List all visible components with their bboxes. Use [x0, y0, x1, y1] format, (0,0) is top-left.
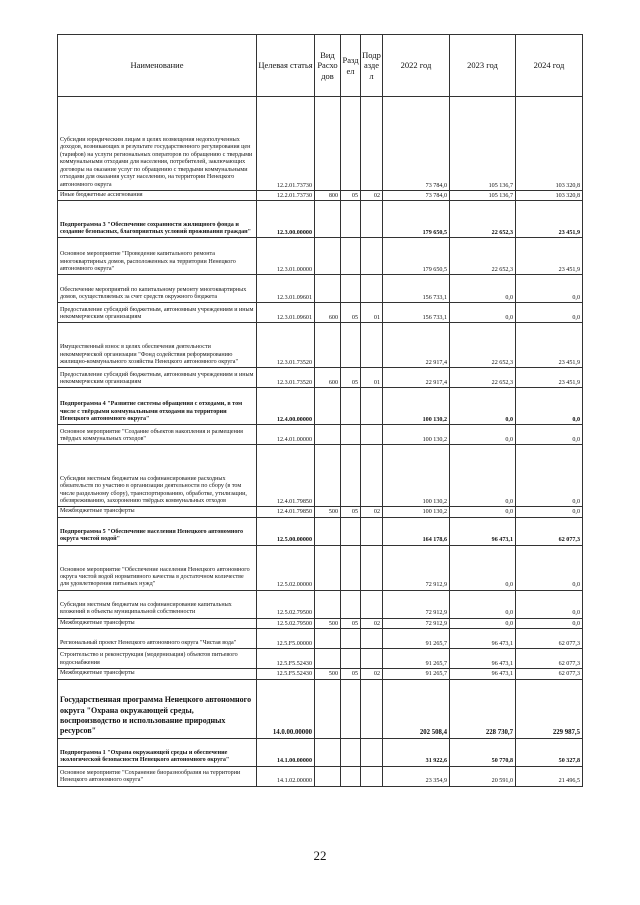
row-rz	[341, 679, 361, 738]
row-pr: 02	[361, 669, 383, 679]
table-row	[58, 323, 583, 368]
row-value-2024: 62 077,3	[516, 517, 583, 545]
header-vr: Вид Расхо дов	[315, 35, 341, 97]
row-code: 12.3.01.73520	[257, 323, 315, 368]
table-row	[58, 590, 583, 618]
table-row	[58, 425, 583, 445]
row-value-2024: 62 077,3	[516, 629, 583, 649]
row-code: 12.3.01.09601	[257, 275, 315, 303]
row-code: 12.5.F5.52430	[257, 669, 315, 679]
row-rz: 05	[341, 368, 361, 388]
row-value-2022: 164 178,6	[383, 517, 450, 545]
row-rz	[341, 629, 361, 649]
row-name: Межбюджетные трансферты	[58, 618, 257, 628]
row-value-2022: 72 912,9	[383, 545, 450, 590]
row-value-2024: 23 451,9	[516, 323, 583, 368]
row-value-2022: 31 922,6	[383, 738, 450, 766]
row-vr: 500	[315, 669, 341, 679]
row-name: Иные бюджетные ассигнования	[58, 191, 257, 201]
row-code: 14.0.00.00000	[257, 679, 315, 738]
row-name: Межбюджетные трансферты	[58, 507, 257, 517]
row-value-2023: 50 770,8	[450, 738, 516, 766]
row-value-2024: 0,0	[516, 445, 583, 507]
row-code: 12.3.00.00000	[257, 201, 315, 238]
row-vr	[315, 766, 341, 786]
table-row	[58, 388, 583, 425]
row-value-2022: 100 130,2	[383, 425, 450, 445]
row-rz	[341, 425, 361, 445]
row-name: Государственная программа Ненецкого автономного округа "Охрана окружающей среды, воспроизводство и использование природных ресурсов"	[58, 679, 257, 738]
table-row	[58, 669, 583, 679]
row-value-2023: 22 652,3	[450, 201, 516, 238]
row-value-2022: 100 130,2	[383, 388, 450, 425]
table-header-row	[58, 35, 583, 97]
row-code: 12.5.F5.52430	[257, 649, 315, 669]
row-value-2023: 105 136,7	[450, 97, 516, 191]
row-pr	[361, 388, 383, 425]
row-pr	[361, 323, 383, 368]
row-rz: 05	[341, 669, 361, 679]
row-value-2023: 0,0	[450, 545, 516, 590]
row-vr	[315, 425, 341, 445]
row-vr: 500	[315, 507, 341, 517]
row-value-2024: 0,0	[516, 275, 583, 303]
row-value-2022: 72 912,9	[383, 618, 450, 628]
row-pr	[361, 425, 383, 445]
row-code: 12.5.02.79500	[257, 618, 315, 628]
row-code: 12.5.02.00000	[257, 545, 315, 590]
row-name: Предоставление субсидий бюджетным, автономным учреждениям и иным некоммерческим организациям	[58, 368, 257, 388]
table-row	[58, 649, 583, 669]
row-value-2022: 156 733,1	[383, 303, 450, 323]
header-code: Целевая статья	[257, 35, 315, 97]
row-pr	[361, 238, 383, 275]
row-vr	[315, 629, 341, 649]
row-code: 12.2.01.73730	[257, 191, 315, 201]
row-value-2023: 22 652,3	[450, 368, 516, 388]
table-row	[58, 303, 583, 323]
row-value-2022: 22 917,4	[383, 368, 450, 388]
row-value-2022: 179 650,5	[383, 238, 450, 275]
row-code: 14.1.02.00000	[257, 766, 315, 786]
row-value-2023: 0,0	[450, 618, 516, 628]
header-rz: Разд ел	[341, 35, 361, 97]
table-row	[58, 507, 583, 517]
row-value-2023: 0,0	[450, 388, 516, 425]
row-pr	[361, 629, 383, 649]
row-code: 12.3.01.73520	[257, 368, 315, 388]
row-pr	[361, 766, 383, 786]
row-pr	[361, 517, 383, 545]
row-value-2024: 21 496,5	[516, 766, 583, 786]
row-vr	[315, 649, 341, 669]
table-row	[58, 766, 583, 786]
row-pr: 01	[361, 368, 383, 388]
row-value-2022: 156 733,1	[383, 275, 450, 303]
row-code: 12.3.01.00000	[257, 238, 315, 275]
row-value-2024: 103 320,8	[516, 97, 583, 191]
row-vr	[315, 679, 341, 738]
budget-table	[57, 34, 583, 787]
row-value-2023: 0,0	[450, 425, 516, 445]
row-name: Основное мероприятие "Создание объектов накопления и размещения твёрдых коммунальных отходов"	[58, 425, 257, 445]
header-pr: Подр азде л	[361, 35, 383, 97]
row-value-2024: 0,0	[516, 507, 583, 517]
row-code: 12.4.01.79850	[257, 507, 315, 517]
row-value-2024: 0,0	[516, 425, 583, 445]
row-value-2024: 23 451,9	[516, 238, 583, 275]
row-pr	[361, 97, 383, 191]
row-name: Строительство и реконструкция (модернизация) объектов питьевого водоснабжения	[58, 649, 257, 669]
row-name: Имущественный взнос в целях обеспечения деятельности некоммерческой организации "Фонд содействия реформированию жилищно-коммунального хозяйства Ненецкого автономного округа"	[58, 323, 257, 368]
row-name: Предоставление субсидий бюджетным, автономным учреждениям и иным некоммерческим организациям	[58, 303, 257, 323]
row-rz	[341, 517, 361, 545]
table-row	[58, 97, 583, 191]
row-value-2024: 50 327,8	[516, 738, 583, 766]
row-value-2024: 62 077,3	[516, 649, 583, 669]
row-pr	[361, 590, 383, 618]
row-rz	[341, 590, 361, 618]
row-value-2022: 202 508,4	[383, 679, 450, 738]
row-vr: 800	[315, 191, 341, 201]
row-pr	[361, 201, 383, 238]
row-vr	[315, 201, 341, 238]
row-value-2024: 0,0	[516, 545, 583, 590]
row-rz	[341, 545, 361, 590]
table-row	[58, 738, 583, 766]
row-pr: 02	[361, 507, 383, 517]
row-name: Подпрограмма 1 "Охрана окружающей среды и обеспечение экологической безопасности Ненецкого автономного округа"	[58, 738, 257, 766]
row-pr: 01	[361, 303, 383, 323]
row-value-2024: 229 987,5	[516, 679, 583, 738]
row-value-2024: 0,0	[516, 303, 583, 323]
row-value-2022: 23 354,9	[383, 766, 450, 786]
row-rz	[341, 388, 361, 425]
row-vr	[315, 97, 341, 191]
table-row	[58, 275, 583, 303]
row-value-2023: 96 473,1	[450, 649, 516, 669]
row-vr	[315, 590, 341, 618]
header-2023: 2023 год	[450, 35, 516, 97]
row-code: 12.5.02.79500	[257, 590, 315, 618]
row-value-2024: 0,0	[516, 590, 583, 618]
row-pr	[361, 545, 383, 590]
row-rz: 05	[341, 618, 361, 628]
row-value-2022: 91 265,7	[383, 629, 450, 649]
row-pr	[361, 738, 383, 766]
row-rz: 05	[341, 507, 361, 517]
row-value-2024: 0,0	[516, 388, 583, 425]
header-2024: 2024 год	[516, 35, 583, 97]
row-value-2022: 179 650,5	[383, 201, 450, 238]
row-vr	[315, 323, 341, 368]
row-vr	[315, 388, 341, 425]
row-value-2023: 228 730,7	[450, 679, 516, 738]
row-name: Субсидии юридическим лицам в целях возмещения недополученных доходов, возникающих в результате государственного регулирования цен (тарифов) на услуги региональных операторов по обращению с твердыми коммунальными отходами для населения, потребителей, заключающих договоры на оказание услуг по обращению с твердыми коммунальными отходами для оказания услуг населению, на территории Ненецкого автономного округа	[58, 97, 257, 191]
row-value-2023: 0,0	[450, 507, 516, 517]
row-value-2024: 23 451,9	[516, 368, 583, 388]
row-value-2024: 23 451,9	[516, 201, 583, 238]
row-vr	[315, 545, 341, 590]
row-pr	[361, 649, 383, 669]
row-name: Субсидии местным бюджетам на софинансирование капитальных вложений в объекты муниципальной собственности	[58, 590, 257, 618]
row-vr	[315, 445, 341, 507]
row-rz: 05	[341, 303, 361, 323]
row-value-2024: 103 320,8	[516, 191, 583, 201]
row-vr	[315, 238, 341, 275]
header-name: Наименование	[58, 35, 257, 97]
row-code: 14.1.00.00000	[257, 738, 315, 766]
row-value-2023: 96 473,1	[450, 629, 516, 649]
row-value-2022: 72 912,9	[383, 590, 450, 618]
table-row	[58, 679, 583, 738]
row-value-2023: 22 652,3	[450, 323, 516, 368]
row-code: 12.3.01.09601	[257, 303, 315, 323]
header-2022: 2022 год	[383, 35, 450, 97]
row-value-2023: 0,0	[450, 275, 516, 303]
row-value-2023: 0,0	[450, 590, 516, 618]
row-value-2024: 62 077,3	[516, 669, 583, 679]
row-value-2022: 22 917,4	[383, 323, 450, 368]
row-name: Обеспечение мероприятий по капитальному ремонту многоквартирных домов, осуществляемых за счет средств окружного бюджета	[58, 275, 257, 303]
row-value-2023: 22 652,3	[450, 238, 516, 275]
table-row	[58, 629, 583, 649]
row-name: Основное мероприятие "Сохранение биоразнообразия на территории Ненецкого автономного округа"	[58, 766, 257, 786]
row-value-2023: 0,0	[450, 445, 516, 507]
row-name: Подпрограмма 4 "Развитие системы обращения с отходами, в том числе с твёрдыми коммунальными отходами на территории Ненецкого автономного округа"	[58, 388, 257, 425]
table-body	[58, 97, 583, 787]
row-value-2023: 105 136,7	[450, 191, 516, 201]
row-name: Субсидии местным бюджетам на софинансирование расходных обязательств по участию в организации деятельности по сбору (в том числе раздельному сбору), транспортированию, обработке, утилизации, обезвреживанию, захоронению твёрдых коммунальных отходов	[58, 445, 257, 507]
row-vr	[315, 517, 341, 545]
row-name: Подпрограмма 5 "Обеспечение населения Ненецкого автономного округа чистой водой"	[58, 517, 257, 545]
table-row	[58, 201, 583, 238]
row-value-2023: 20 591,0	[450, 766, 516, 786]
page-number: 22	[313, 848, 327, 863]
row-rz	[341, 766, 361, 786]
row-rz	[341, 323, 361, 368]
row-rz: 05	[341, 191, 361, 201]
row-value-2023: 96 473,1	[450, 669, 516, 679]
table-row	[58, 191, 583, 201]
row-pr: 02	[361, 618, 383, 628]
row-vr: 600	[315, 303, 341, 323]
table-row	[58, 368, 583, 388]
row-code: 12.4.00.00000	[257, 388, 315, 425]
row-name: Межбюджетные трансферты	[58, 669, 257, 679]
row-name: Подпрограмма 3 "Обеспечение сохранности жилищного фонда и создание безопасных, благоприятных условий проживания граждан"	[58, 201, 257, 238]
row-code: 12.4.01.79850	[257, 445, 315, 507]
row-pr	[361, 275, 383, 303]
table-row	[58, 238, 583, 275]
table-row	[58, 618, 583, 628]
row-vr	[315, 275, 341, 303]
row-rz	[341, 97, 361, 191]
row-value-2022: 100 130,2	[383, 445, 450, 507]
row-value-2022: 91 265,7	[383, 649, 450, 669]
row-value-2023: 96 473,1	[450, 517, 516, 545]
row-pr	[361, 679, 383, 738]
row-pr	[361, 445, 383, 507]
row-name: Основное мероприятие "Обеспечение населения Ненецкого автономного округа чистой водой нормативного качества в достаточном количестве для удовлетворения питьевых нужд"	[58, 545, 257, 590]
row-value-2022: 91 265,7	[383, 669, 450, 679]
row-name: Региональный проект Ненецкого автономного округа "Чистая вода"	[58, 629, 257, 649]
row-value-2024: 0,0	[516, 618, 583, 628]
row-code: 12.5.00.00000	[257, 517, 315, 545]
row-vr	[315, 738, 341, 766]
row-rz	[341, 445, 361, 507]
row-code: 12.4.01.00000	[257, 425, 315, 445]
row-vr: 500	[315, 618, 341, 628]
row-rz	[341, 738, 361, 766]
row-rz	[341, 275, 361, 303]
row-value-2022: 73 784,0	[383, 191, 450, 201]
table-row	[58, 545, 583, 590]
row-rz	[341, 201, 361, 238]
table-row	[58, 445, 583, 507]
row-value-2023: 0,0	[450, 303, 516, 323]
table-row	[58, 517, 583, 545]
row-pr: 02	[361, 191, 383, 201]
row-code: 12.5.F5.00000	[257, 629, 315, 649]
row-rz	[341, 238, 361, 275]
row-value-2022: 100 130,2	[383, 507, 450, 517]
row-rz	[341, 649, 361, 669]
row-vr: 600	[315, 368, 341, 388]
row-name: Основное мероприятие "Проведение капитального ремонта многоквартирных домов, расположенных на территории Ненецкого автономного округа"	[58, 238, 257, 275]
row-code: 12.2.01.73730	[257, 97, 315, 191]
row-value-2022: 73 784,0	[383, 97, 450, 191]
